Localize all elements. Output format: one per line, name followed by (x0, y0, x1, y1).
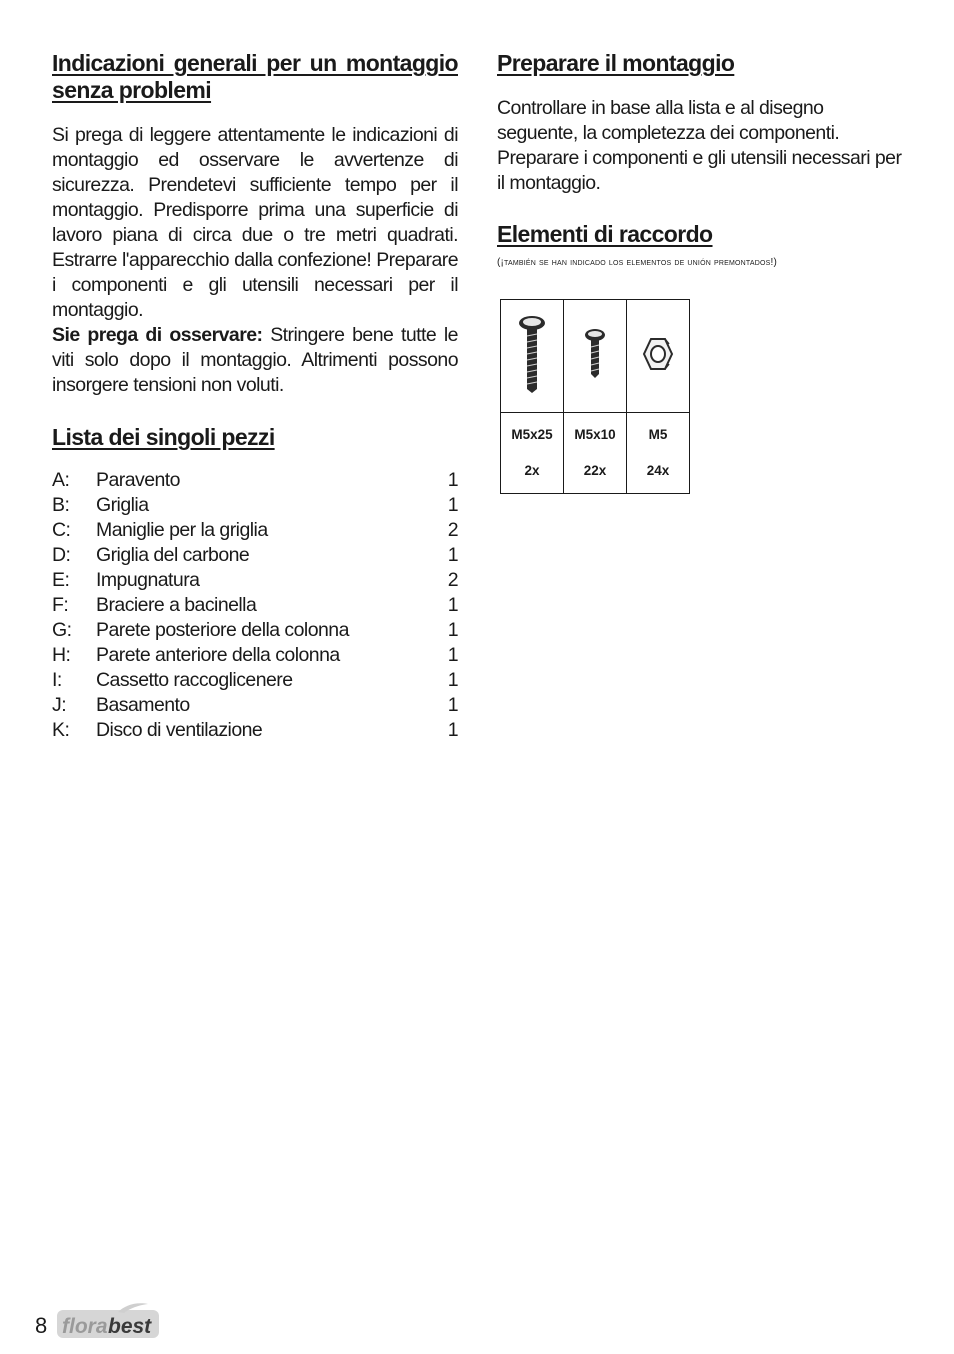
parts-list (52, 468, 458, 743)
part-letter: H: (52, 644, 71, 666)
part-qty: 1 (447, 494, 458, 516)
fitting-qty: 2x (524, 463, 540, 478)
hex-nut-icon (641, 336, 675, 372)
parts-list-item (52, 643, 458, 668)
part-letter: E: (52, 569, 70, 591)
part-qty: 1 (447, 469, 458, 491)
short-screw-icon (583, 328, 607, 380)
general-instructions-note (52, 323, 458, 398)
fitting-size: M5x10 (574, 427, 616, 442)
general-instructions-text: Si prega di leggere attentamente le indicazioni di montaggio ed osservare le avvertenze di sicurezza. Prendetevi sufficiente tempo per il montaggio. Predisporre prima una superficie di lavoro piana di circa due o tre metri quadrati. Estrarre l'apparecchio dalla confezione! Preparare i componenti e gli utensili necessari per il montaggio. (52, 124, 458, 321)
part-qty: 1 (447, 594, 458, 616)
fittings-note: (¡también se han indicado los elementos de unión premontados!) (497, 257, 777, 268)
general-instructions-heading: Indicazioni generali per un montaggio senza problemi (52, 50, 458, 103)
note-text: Stringere bene tutte le viti solo dopo il montaggio. Altrimenti possono insorgere tensioni non voluti. (52, 324, 458, 396)
fitting-label-cell (501, 413, 564, 494)
parts-list-heading: Lista dei singoli pezzi (52, 424, 275, 450)
fitting-image-cell (501, 300, 564, 413)
part-qty: 1 (447, 544, 458, 566)
part-letter: K: (52, 719, 70, 741)
general-instructions-body (52, 123, 458, 398)
part-name: Impugnatura (96, 569, 200, 591)
part-letter: I: (52, 669, 62, 691)
fittings-table (500, 299, 690, 494)
long-screw-icon (517, 314, 547, 394)
florabest-logo (56, 1302, 160, 1340)
part-name: Basamento (96, 694, 190, 716)
parts-list-item (52, 693, 458, 718)
fitting-size: M5x25 (511, 427, 553, 442)
parts-list-item (52, 518, 458, 543)
part-qty: 1 (447, 694, 458, 716)
prepare-assembly-text: Controllare in base alla lista e al disegno seguente, la completezza dei componenti. Preparare i componenti e gli utensili necessari per il montaggio. (497, 97, 902, 194)
part-name: Maniglie per la griglia (96, 519, 268, 541)
part-letter: J: (52, 694, 67, 716)
fitting-qty: 24x (646, 463, 670, 478)
part-name: Griglia del carbone (96, 544, 250, 566)
part-letter: D: (52, 544, 71, 566)
part-qty: 1 (447, 719, 458, 741)
parts-list-item (52, 593, 458, 618)
part-name: Griglia (96, 494, 149, 516)
part-name: Parete posteriore della colonna (96, 619, 349, 641)
parts-list-item (52, 543, 458, 568)
fitting-image-cell (627, 300, 690, 413)
part-name: Cassetto raccoglicenere (96, 669, 293, 691)
part-letter: G: (52, 619, 72, 641)
logo-text-best: best (108, 1315, 152, 1338)
fitting-image-cell (564, 300, 627, 413)
parts-list-item (52, 718, 458, 743)
fitting-qty: 22x (583, 463, 607, 478)
part-qty: 1 (447, 644, 458, 666)
page-number: 8 (35, 1313, 47, 1338)
part-name: Parete anteriore della colonna (96, 644, 340, 666)
fitting-size: M5 (648, 427, 668, 442)
part-qty: 2 (447, 519, 458, 541)
parts-list-item (52, 568, 458, 593)
part-letter: C: (52, 519, 71, 541)
part-qty: 1 (447, 619, 458, 641)
part-letter: F: (52, 594, 69, 616)
parts-list-item (52, 493, 458, 518)
part-name: Paravento (96, 469, 180, 491)
part-qty: 1 (447, 669, 458, 691)
parts-list-item (52, 668, 458, 693)
part-letter: A: (52, 469, 70, 491)
part-qty: 2 (447, 569, 458, 591)
part-name: Disco di ventilazione (96, 719, 263, 741)
logo-text-flora: flora (62, 1315, 108, 1338)
prepare-assembly-heading: Preparare il montaggio (497, 50, 735, 76)
fitting-label-cell (627, 413, 690, 494)
parts-list-item (52, 618, 458, 643)
part-name: Braciere a bacinella (96, 594, 257, 616)
parts-list-item (52, 468, 458, 493)
note-label: Sie prega di osservare: (52, 324, 263, 346)
fitting-label-cell (564, 413, 627, 494)
part-letter: B: (52, 494, 70, 516)
fittings-heading: Elementi di raccordo (497, 221, 713, 247)
